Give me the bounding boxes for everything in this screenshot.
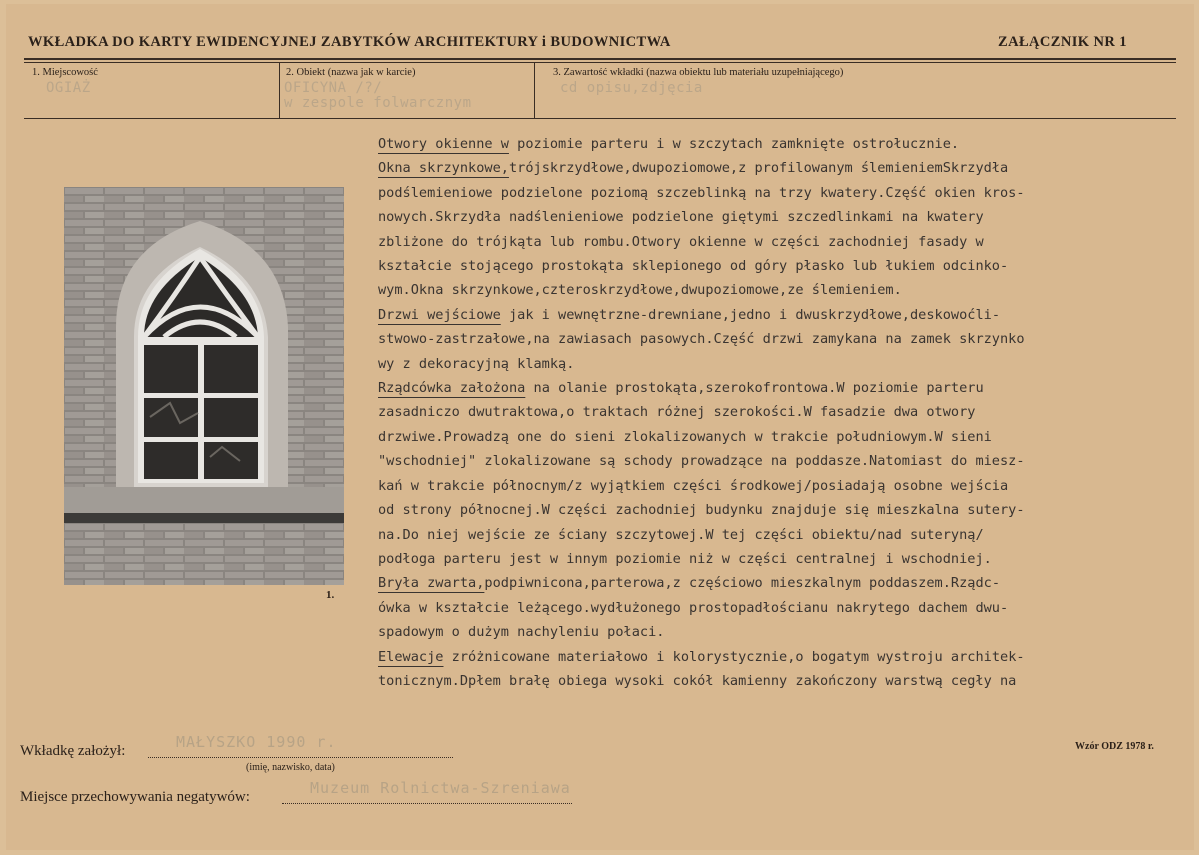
text-line [378, 376, 1170, 400]
line-text: "wschodniej" zlokalizowane są schody prowadzące na poddasze.Natomiast do miesz- [378, 453, 1025, 470]
line-text: wym.Okna skrzynkowe,czteroskrzydłowe,dwupoziomowe,ze ślemieniem. [378, 282, 902, 299]
line-text: kań w trakcie północnym/z wyjątkiem części środkowej/posiadają osobne wejścia [378, 477, 1009, 494]
text-line [378, 181, 1170, 205]
object-value-line1: OFICYNA /?/ [284, 80, 383, 96]
text-line [378, 254, 1170, 278]
line-text: od strony północnej.W części zachodniej budynku znajduje się mieszkalna sutery- [378, 502, 1025, 519]
content-label: 3. Zawartość wkładki (nazwa obiektu lub materiału uzupełniającego) [553, 67, 844, 78]
line-text: zróżnicowane materiałowo i kolorystycznie,o bogatym wystroju architek- [443, 648, 1025, 665]
text-line [378, 571, 1170, 595]
line-text: podślemieniowe podzielone poziomą szczeblinką na trzy kwatery.Część okien kros- [378, 184, 1025, 201]
object-value-line2: w zespole folwarcznym [284, 95, 472, 111]
author-hint: (imię, nazwisko, data) [246, 762, 335, 773]
arched-window-illustration [64, 187, 344, 585]
text-line [378, 547, 1170, 571]
field-divider-1 [279, 62, 280, 118]
annex-number: ZAŁĄCZNIK NR 1 [998, 34, 1127, 50]
line-text: stwowo-zastrzałowe,na zawiasach pasowych.Część drzwi zamykana na zamek skrzynko [378, 331, 1025, 348]
line-text: jak i wewnętrzne-drewniane,jedno i dwuskrzydłowe,deskowoćli- [500, 306, 1000, 323]
form-reference: Wzór ODZ 1978 r. [1075, 741, 1154, 752]
field-divider-2 [534, 62, 535, 118]
negatives-value: Muzeum Rolnictwa-Szreniawa [310, 779, 571, 797]
content-value: cd opisu,zdjęcia [560, 80, 703, 96]
underlined-heading: Drzwi wejściowe [378, 306, 501, 323]
negatives-dotted-line [282, 803, 572, 804]
object-label: 2. Obiekt (nazwa jak w karcie) [286, 67, 416, 78]
line-text: drzwiwe.Prowadzą one do sieni zlokalizowanych w trakcie południowym.W sieni [378, 428, 992, 445]
text-line [378, 400, 1170, 424]
line-text: zbliżone do trójkąta lub rombu.Otwory okienne w części zachodniej fasady w [378, 233, 984, 250]
text-line [378, 425, 1170, 449]
text-line [378, 303, 1170, 327]
underlined-heading: Rządcówka założona [378, 380, 526, 397]
author-value: MAŁYSZKO 1990 r. [176, 733, 337, 751]
text-line [378, 523, 1170, 547]
line-text: kształcie stojącego prostokąta sklepionego od góry płasko lub łukiem odcinko- [378, 258, 1009, 275]
header-rule-top-thin [24, 62, 1176, 63]
locality-label: 1. Miejscowość [32, 67, 98, 78]
text-line [378, 474, 1170, 498]
locality-value: OGIAŻ [46, 80, 91, 96]
text-line [378, 645, 1170, 669]
line-text: poziomie parteru i w szczytach zamknięte ostrołucznie. [508, 136, 960, 152]
text-line [378, 352, 1170, 376]
line-text: spadowym o dużym nachyleniu połaci. [378, 624, 665, 641]
text-line [378, 156, 1170, 180]
text-line [378, 230, 1170, 254]
text-line [378, 327, 1170, 351]
negatives-label: Miejsce przechowywania negatywów: [20, 789, 250, 805]
underlined-heading: Otwory okienne w [378, 136, 509, 152]
text-line [378, 132, 1170, 156]
underlined-heading: Okna skrzynkowe, [378, 160, 509, 177]
line-text: wy z dekoracyjną klamką. [378, 355, 575, 372]
description-text [378, 132, 1170, 693]
line-text: tonicznym.Dpłem brałę obiega wysoki cokół kamienny zakończony warstwą cegły na [378, 672, 1017, 689]
text-line [378, 498, 1170, 522]
text-line [378, 669, 1170, 693]
document-title: WKŁADKA DO KARTY EWIDENCYJNEJ ZABYTKÓW ARCHITEKTURY i BUDOWNICTWA [28, 34, 671, 50]
header-rule-top [24, 58, 1176, 60]
text-line [378, 620, 1170, 644]
line-text: na olanie prostokąta,szerokofrontowa.W poziomie parteru [525, 380, 984, 397]
underlined-heading: Bryła zwarta, [378, 575, 485, 592]
line-text: podłoga parteru jest w innym poziomie niż w części centralnej i wschodniej. [378, 550, 992, 567]
line-text: na.Do niej wejście ze ściany szczytowej.W tej części obiektu/nad suteryną/ [378, 526, 984, 543]
text-line [378, 596, 1170, 620]
line-text: nowych.Skrzydła nadślenieniowe podzielone giętymi szczedlinkami na kwatery [378, 209, 984, 226]
text-line [378, 449, 1170, 473]
line-text: ówka w kształcie leżącego.wydłużonego prostopadłościanu nakrytego dachem dwu- [378, 599, 1009, 616]
photo-number: 1. [326, 589, 335, 601]
window-photo [64, 187, 344, 585]
line-text: podpiwnicona,parterowa,z częściowo mieszkalnym poddaszem.Rządc- [484, 575, 1001, 592]
author-dotted-line [148, 757, 453, 758]
fields-rule-bottom [24, 118, 1176, 119]
author-label: Wkładkę założył: [20, 743, 126, 759]
line-text: zasadniczo dwutraktowa,o traktach różnej szerokości.W fasadzie dwa otwory [378, 404, 976, 421]
text-line [378, 278, 1170, 302]
line-text: trójskrzydłowe,dwupoziomowe,z profilowanym ślemieniemSkrzydła [508, 160, 1009, 177]
text-line [378, 205, 1170, 229]
underlined-heading: Elewacje [378, 648, 444, 665]
